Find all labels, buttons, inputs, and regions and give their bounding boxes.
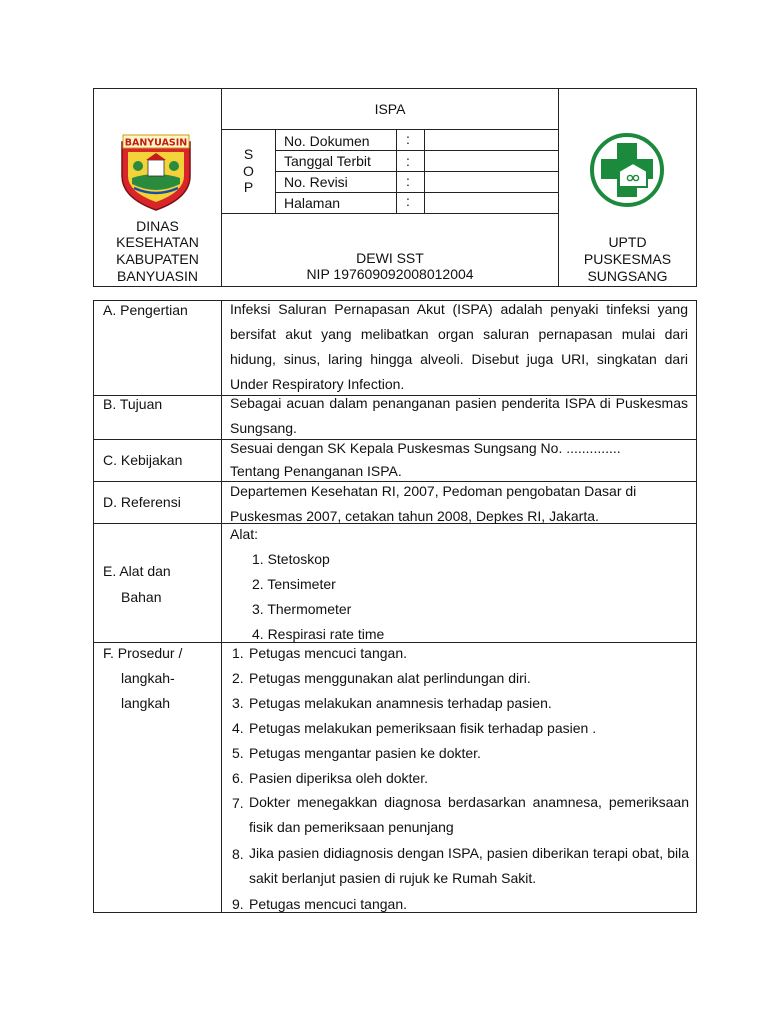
- section-c-label: C. Kebijakan: [103, 452, 183, 468]
- section-b-label: B. Tujuan: [103, 396, 163, 412]
- step-text: Petugas mengantar pasien ke dokter.: [249, 745, 481, 761]
- signer-name: DEWI SST: [356, 250, 424, 266]
- step-text: Petugas mencuci tangan.: [249, 645, 407, 661]
- agency-line-1: DINAS: [136, 218, 179, 234]
- section-d-line2: Puskesmas 2007, cetakan tahun 2008, Depkes RI, Jakarta.: [230, 508, 599, 524]
- field-sep-no-dokumen: :: [406, 131, 410, 147]
- puskesmas-line-2: PUSKESMAS: [583, 251, 672, 267]
- sop-letter-o: O: [243, 163, 254, 179]
- agency-line-4: BANYUASIN: [117, 268, 198, 284]
- step-text: Petugas melakukan anamnesis terhadap pasien.: [249, 695, 552, 711]
- step-num: 1.: [232, 645, 244, 661]
- step-num: 6.: [232, 770, 244, 786]
- field-label-no-dokumen: No. Dokumen: [284, 133, 370, 149]
- section-b-text: Sebagai acuan dalam penanganan pasien penderita ISPA di Puskesmas Sungsang.: [230, 395, 688, 436]
- section-e-label-1: E. Alat dan: [103, 563, 171, 579]
- field-label-halaman: Halaman: [284, 195, 341, 211]
- section-a-text: Infeksi Saluran Pernapasan Akut (ISPA) adalah penyaki tinfeksi yang bersifat akut yang melibatkan organ saluran pernapasan mulai dari hidung, sinus, laring hingga alveoli. Disebut juga URI, singkatan dari Under Respiratory Infection.: [230, 301, 688, 392]
- step-num: 5.: [232, 745, 244, 761]
- step-num: 9.: [232, 896, 244, 912]
- section-a-label: A. Pengertian: [103, 302, 188, 318]
- field-sep-tanggal-terbit: :: [406, 153, 410, 169]
- step-text: Petugas menggunakan alat perlindungan diri.: [249, 670, 531, 686]
- field-sep-no-revisi: :: [406, 173, 410, 189]
- puskesmas-line-1: UPTD: [608, 234, 647, 250]
- step-num: 2.: [232, 670, 244, 686]
- section-e-label-2: Bahan: [121, 589, 162, 605]
- step-text: Petugas melakukan pemeriksaan fisik terhadap pasien .: [249, 720, 597, 736]
- step-text: Petugas mencuci tangan.: [249, 896, 407, 912]
- field-label-tanggal-terbit: Tanggal Terbit: [284, 153, 371, 169]
- section-e-item: 2. Tensimeter: [252, 576, 336, 592]
- banyuasin-logo: [118, 132, 194, 212]
- puskesmas-line-3: SUNGSANG: [587, 268, 668, 284]
- section-f-label-1: F. Prosedur /: [103, 645, 183, 661]
- section-d-line1: Departemen Kesehatan RI, 2007, Pedoman pengobatan Dasar di: [230, 483, 637, 499]
- agency-line-2: KESEHATAN: [116, 234, 199, 250]
- sop-letter-p: P: [243, 179, 254, 195]
- section-d-label: D. Referensi: [103, 494, 181, 510]
- step-num: 4.: [232, 720, 244, 736]
- agency-line-3: KABUPATEN: [116, 251, 199, 267]
- puskesmas-logo: [589, 131, 665, 209]
- sop-letter-s: S: [243, 146, 254, 162]
- section-f-label-3: langkah: [121, 695, 171, 711]
- section-c-line2: Tentang Penanganan ISPA.: [230, 463, 402, 479]
- step-num: 8.: [232, 846, 244, 862]
- signer-nip: NIP 197609092008012004: [306, 266, 474, 282]
- step-num: 7.: [232, 795, 244, 811]
- section-e-item: 4. Respirasi rate time: [252, 626, 385, 642]
- document-title: ISPA: [374, 101, 406, 117]
- section-e-item: 3. Thermometer: [252, 601, 352, 617]
- section-e-intro: Alat:: [230, 526, 259, 542]
- step-text: Dokter menegakkan diagnosa berdasarkan anamnesa, pemeriksaan fisik dan pemeriksaan penunjang: [249, 794, 689, 835]
- field-label-no-revisi: No. Revisi: [284, 174, 348, 190]
- section-c-line1: Sesuai dengan SK Kepala Puskesmas Sungsang No. ..............: [230, 440, 621, 456]
- section-e-item: 1. Stetoskop: [252, 551, 330, 567]
- field-sep-halaman: :: [406, 193, 410, 209]
- step-num: 3.: [232, 695, 244, 711]
- banyuasin-logo-text: BANYUASIN: [124, 137, 188, 149]
- step-text: Pasien diperiksa oleh dokter.: [249, 770, 428, 786]
- section-f-label-2: langkah-: [121, 670, 175, 686]
- step-text: Jika pasien didiagnosis dengan ISPA, pasien diberikan terapi obat, bila sakit berlanjut pasien di rujuk ke Rumah Sakit.: [249, 845, 689, 886]
